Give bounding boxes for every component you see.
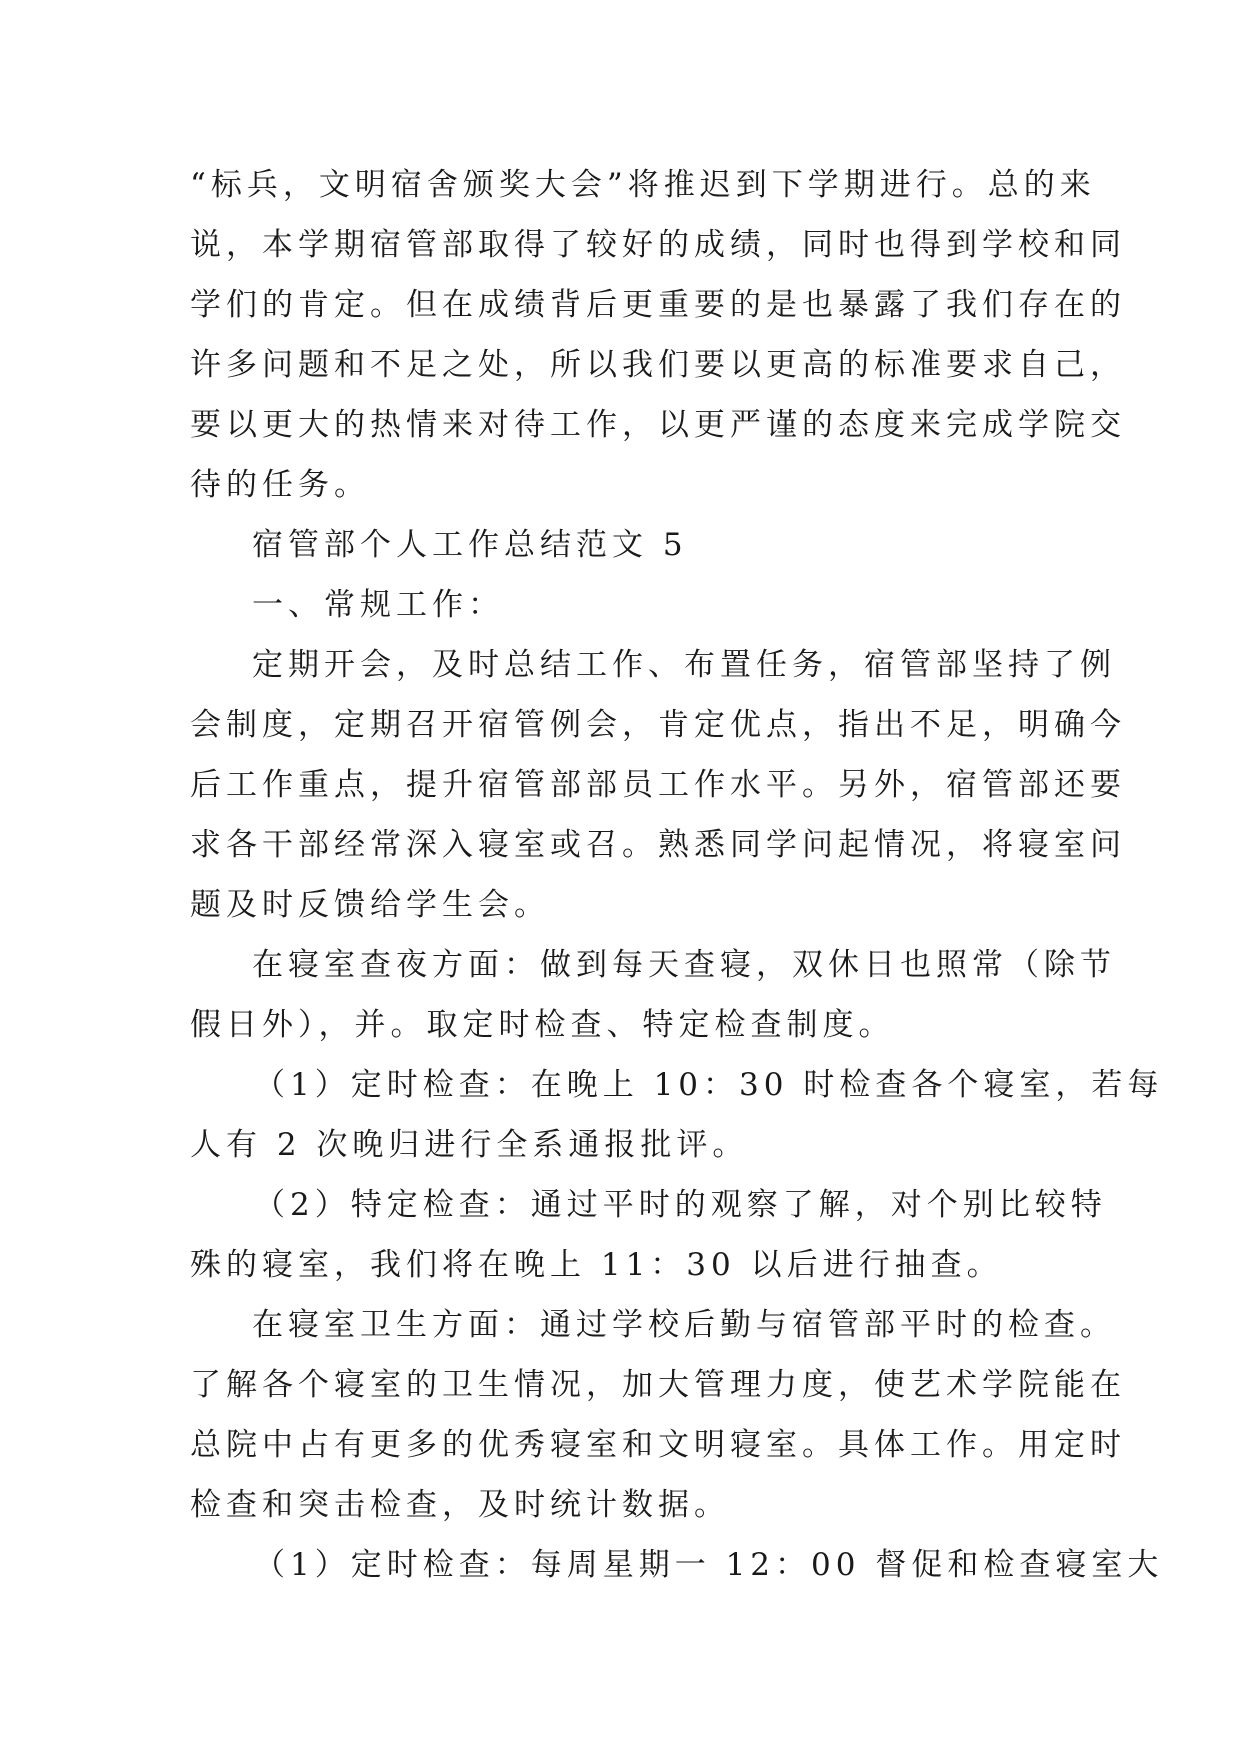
list-item: （1）定时检查：每周星期一 12：00 督促和检查寝室大 xyxy=(254,1547,1164,1583)
text-line: 总院中占有更多的优秀寝室和文明寝室。具体工作。用定时 xyxy=(190,1427,1126,1463)
text-line: 殊的寝室，我们将在晚上 11：30 以后进行抽查。 xyxy=(190,1247,1003,1283)
text-line: 求各干部经常深入寝室或召。熟悉同学问起情况，将寝室问 xyxy=(190,827,1126,863)
list-item: （2）特定检查：通过平时的观察了解，对个别比较特 xyxy=(254,1187,1107,1223)
text-line: 学们的肯定。但在成绩背后更重要的是也暴露了我们存在的 xyxy=(190,287,1126,323)
text-line: 定期开会，及时总结工作、布置任务，宿管部坚持了例 xyxy=(252,647,1116,683)
text-line: 许多问题和不足之处，所以我们要以更高的标准要求自己， xyxy=(190,347,1126,383)
text-line: 要以更大的热情来对待工作，以更严谨的态度来完成学院交 xyxy=(190,407,1126,443)
text-line: 在寝室卫生方面：通过学校后勤与宿管部平时的检查。 xyxy=(252,1307,1116,1343)
text-line: 说，本学期宿管部取得了较好的成绩，同时也得到学校和同 xyxy=(190,227,1126,263)
text-line: “标兵，文明宿舍颁奖大会”将推迟到下学期进行。总的来 xyxy=(190,167,1096,203)
text-line: 假日外），并。取定时检查、特定检查制度。 xyxy=(190,1007,895,1043)
document-body xyxy=(190,155,1164,1595)
list-item: （1）定时检查：在晚上 10：30 时检查各个寝室，若每 xyxy=(254,1067,1164,1103)
text-line: 了解各个寝室的卫生情况，加大管理力度，使艺术学院能在 xyxy=(190,1367,1126,1403)
section-heading: 宿管部个人工作总结范文 5 xyxy=(252,527,688,563)
text-line: 题及时反馈给学生会。 xyxy=(190,887,550,923)
text-line: 待的任务。 xyxy=(190,467,370,503)
text-line: 会制度，定期召开宿管例会，肯定优点，指出不足，明确今 xyxy=(190,707,1126,743)
text-line: 后工作重点，提升宿管部部员工作水平。另外，宿管部还要 xyxy=(190,767,1126,803)
text-line: 在寝室查夜方面：做到每天查寝，双休日也照常（除节 xyxy=(252,947,1116,983)
subsection-heading: 一、常规工作： xyxy=(252,587,504,623)
text-line: 人有 2 次晚归进行全系通报批评。 xyxy=(190,1127,749,1163)
text-line: 检查和突击检查，及时统计数据。 xyxy=(190,1487,730,1523)
